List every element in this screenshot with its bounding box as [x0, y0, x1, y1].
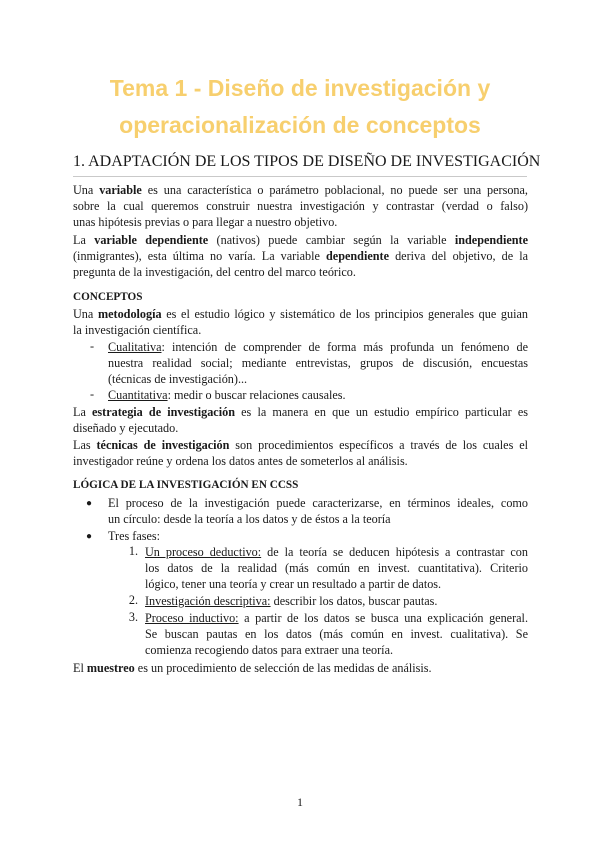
section-heading: 1. ADAPTACIÓN DE LOS TIPOS DE DISEÑO DE INVESTIGACIÓN	[73, 153, 541, 170]
paragraph-muestreo: El muestreo es un procedimiento de selección de las medidas de análisis.	[73, 661, 432, 675]
list-number: 1.	[128, 544, 138, 558]
bullet-marker: ●	[86, 498, 93, 509]
document-title	[40, 70, 560, 144]
heading-underline	[73, 176, 527, 177]
paragraph-estrategia: La estrategia de investigación es la manera en que un estudio empírico particular es diseñado y ejecutado.	[73, 405, 528, 435]
paragraph-variable: Una variable es una característica o parámetro poblacional, no puede ser una persona, sobre la cual queremos construir nuestra investigación y contrastar (verdad o falso) unas hipótesis previas o para llegar a nuestro objetivo.	[73, 183, 528, 229]
title-line-2: operacionalización de conceptos	[119, 112, 481, 138]
bullet-marker: ●	[86, 531, 93, 542]
title-line-1: Tema 1 - Diseño de investigación y	[109, 75, 491, 101]
list-number: 2.	[128, 593, 138, 607]
numbered-item-deductivo: Un proceso deductivo: de la teoría se deducen hipótesis a contrastar con los datos de la realidad (más común en invest. cuantitativa). Criterio lógico, tener una teoría y crear un resultado a partir de datos.	[145, 545, 528, 591]
dash-marker: -	[90, 387, 95, 401]
logica-heading: LÓGICA DE LA INVESTIGACIÓN EN CCSS	[73, 479, 299, 491]
list-item-cualitativa: Cualitativa: intención de comprender de forma más profunda un fenómeno de nuestra realidad social; mediante entrevistas, grupos de discusión, encuestas (técnicas de investigación)...	[108, 340, 528, 386]
conceptos-heading: CONCEPTOS	[73, 291, 143, 303]
paragraph-metodologia: Una metodología es el estudio lógico y sistemático de los principios generales que guian la investigación científica.	[73, 307, 528, 337]
numbered-item-inductivo: Proceso inductivo: a partir de los datos se busca una explicación general. Se buscan pautas en los datos (más común en invest. cualitativa). Se comienza recogiendo datos para extraer una teoría.	[145, 611, 528, 657]
bullet-item-tres-fases: Tres fases:	[108, 529, 161, 543]
page-number: 1	[297, 795, 303, 809]
numbered-item-descriptiva: Investigación descriptiva: describir los datos, buscar pautas.	[145, 594, 438, 608]
paragraph-tecnicas: Las técnicas de investigación son procedimientos específicos a través de los cuales el investigador reúne y ordena los datos antes de someterlos al análisis.	[73, 438, 528, 468]
list-item-cuantitativa: Cuantitativa: medir o buscar relaciones causales.	[108, 388, 346, 402]
dash-marker: -	[90, 339, 95, 353]
bullet-item-proceso: El proceso de la investigación puede caracterizarse, en términos ideales, como un círculo: desde la teoría a los datos y de éstos a la teoría	[108, 496, 528, 526]
paragraph-variable-dependiente: La variable dependiente (nativos) puede cambiar según la variable independiente (inmigrantes), esta última no varía. La variable dependiente deriva del objetivo, de la pregunta de la investigación, del centro del marco teórico.	[73, 233, 528, 279]
list-number: 3.	[128, 610, 138, 624]
